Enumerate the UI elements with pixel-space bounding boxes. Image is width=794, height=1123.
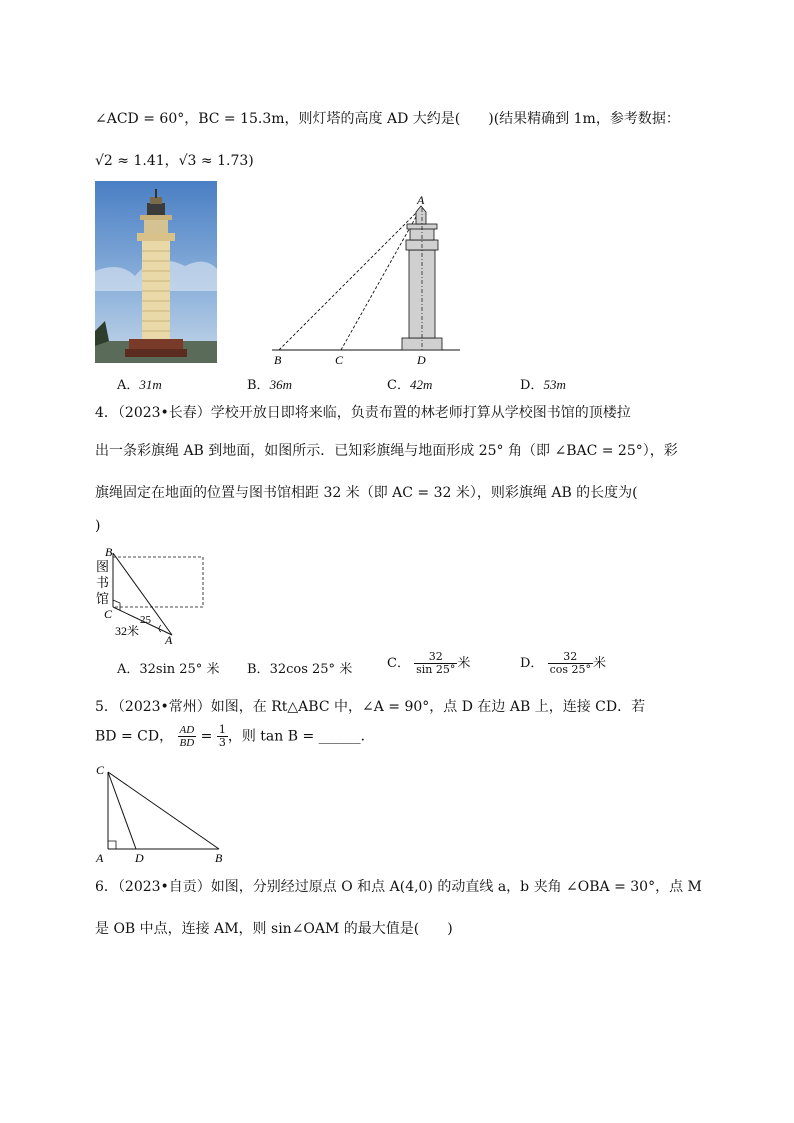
fraction-numerator: AD bbox=[179, 724, 195, 736]
label-B: B bbox=[274, 353, 282, 367]
option-text: 32cos 25° 米 bbox=[269, 662, 353, 677]
label-A: A bbox=[417, 193, 425, 207]
option-letter: B． bbox=[247, 378, 270, 393]
fraction bbox=[414, 651, 457, 676]
option-letter: A． bbox=[117, 378, 140, 393]
library-char-3: 馆 bbox=[96, 591, 110, 606]
q3-line-2: √2 ≈ 1.41，√3 ≈ 1.73) bbox=[95, 153, 254, 169]
library-char-2: 书 bbox=[96, 575, 110, 590]
q3-diagram bbox=[265, 190, 465, 368]
label-C: C bbox=[96, 763, 105, 777]
q5-text: ，则 tan B = ______． bbox=[227, 728, 375, 745]
angle-label: 25 bbox=[140, 614, 151, 626]
option-text: 32sin 25° 米 bbox=[139, 662, 220, 677]
q5-line-2 bbox=[95, 724, 375, 749]
label-A: A bbox=[96, 851, 104, 865]
label-D: D bbox=[135, 851, 144, 865]
fraction bbox=[548, 651, 593, 676]
fraction-denominator: 3 bbox=[218, 736, 226, 750]
fraction-numerator: 1 bbox=[218, 723, 226, 736]
q4-option-b bbox=[247, 658, 352, 677]
label-C: C bbox=[104, 607, 113, 621]
fraction-denominator: sin 25° bbox=[416, 663, 456, 677]
label-B: B bbox=[105, 545, 113, 559]
option-text: 53m bbox=[543, 377, 566, 392]
q4-line-2: 出一条彩旗绳 AB 到地面，如图所示．已知彩旗绳与地面形成 25° 角（即 ∠BAC = 25°），彩 bbox=[95, 443, 678, 459]
option-unit: 米 bbox=[593, 656, 607, 672]
option-text: 31m bbox=[139, 377, 162, 392]
label-A: A bbox=[165, 633, 173, 647]
q4-line-1: 4．（2023•长春）学校开放日即将来临，负责布置的林老师打算从学校图书馆的顶楼拉 bbox=[95, 405, 631, 421]
option-text: 42m bbox=[409, 377, 433, 392]
option-letter: B． bbox=[247, 662, 270, 677]
q5-text: BD = CD， bbox=[95, 728, 174, 745]
label-D: D bbox=[417, 353, 426, 367]
q3-line-1: ∠ACD = 60°，BC = 15.3m，则灯塔的高度 AD 大约是( )(结果精确到 1m，参考数据： bbox=[95, 111, 680, 127]
q4-option-d bbox=[520, 651, 606, 676]
fraction-numerator: 32 bbox=[548, 651, 593, 664]
label-C: C bbox=[335, 353, 344, 367]
distance-label: 32米 bbox=[115, 624, 140, 638]
q3-option-a bbox=[117, 374, 162, 393]
option-letter: D． bbox=[520, 656, 544, 672]
option-letter: D． bbox=[520, 378, 544, 393]
q6-line-1: 6．（2023•自贡）如图，分别经过原点 O 和点 A(4,0) 的动直线 a，b 夹角 ∠OBA = 30°，点 M bbox=[95, 879, 702, 895]
library-char-1: 图 bbox=[96, 559, 110, 574]
fraction bbox=[217, 724, 228, 749]
q3-option-c bbox=[387, 374, 432, 393]
option-letter: C． bbox=[387, 656, 410, 672]
q4-line-3: 旗绳固定在地面的位置与图书馆相距 32 米（即 AC = 32 米），则彩旗绳 AB 的长度为( bbox=[95, 485, 638, 501]
label-B: B bbox=[215, 851, 223, 865]
option-letter: A． bbox=[117, 662, 140, 677]
q4-diagram bbox=[95, 543, 210, 648]
fraction-numerator: 32 bbox=[414, 651, 457, 664]
fraction bbox=[178, 724, 197, 749]
equals-sign: = bbox=[200, 728, 213, 745]
option-text: 36m bbox=[269, 377, 292, 392]
fraction-denominator: BD bbox=[179, 737, 195, 750]
q5-diagram bbox=[93, 760, 233, 866]
option-letter: C． bbox=[387, 378, 410, 393]
fraction-denominator: cos 25° bbox=[549, 663, 591, 677]
q3-option-d bbox=[520, 374, 566, 393]
q5-line-1: 5．（2023•常州）如图，在 Rt△ABC 中，∠A = 90°，点 D 在边 AB 上，连接 CD．若 bbox=[95, 699, 646, 715]
q4-option-a bbox=[117, 658, 219, 677]
q4-option-c bbox=[387, 651, 470, 676]
option-unit: 米 bbox=[457, 656, 471, 672]
q4-line-4: ) bbox=[95, 518, 101, 534]
lighthouse-photo bbox=[95, 181, 217, 363]
q6-line-2: 是 OB 中点，连接 AM，则 sin∠OAM 的最大值是( ) bbox=[95, 921, 453, 937]
q3-option-b bbox=[247, 374, 292, 393]
